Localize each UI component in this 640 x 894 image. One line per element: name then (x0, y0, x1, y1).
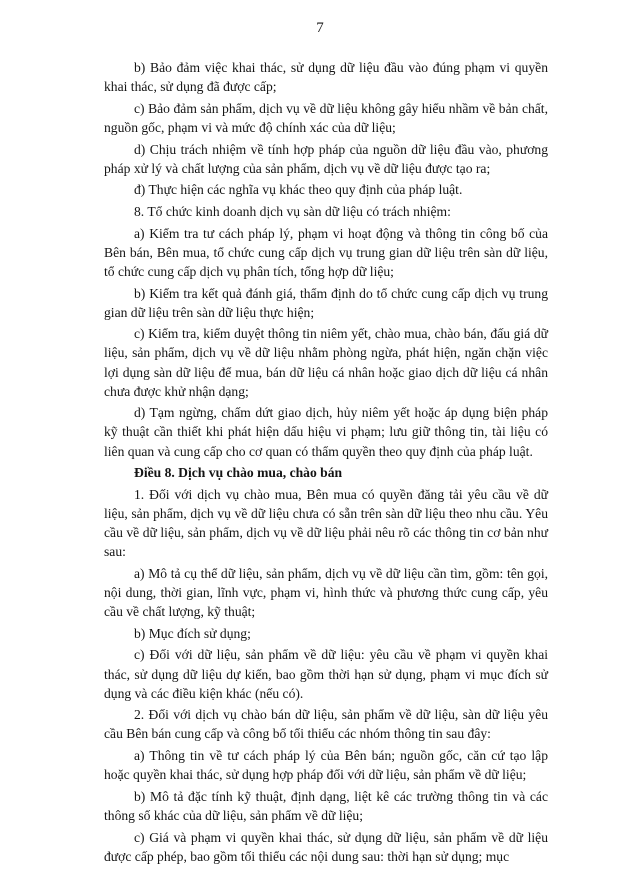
paragraph: b) Kiểm tra kết quả đánh giá, thẩm định do tổ chức cung cấp dịch vụ trung gian dữ liệu trên sàn dữ liệu thực hiện; (104, 285, 548, 320)
paragraph: d) Chịu trách nhiệm về tính hợp pháp của nguồn dữ liệu đầu vào, phương pháp xử lý và chất lượng của sản phẩm, dịch vụ về dữ liệu được tạo ra; (104, 141, 548, 176)
document-body (104, 58, 548, 868)
paragraph: 8. Tổ chức kinh doanh dịch vụ sàn dữ liệu có trách nhiệm: (134, 204, 451, 220)
paragraph: c) Giá và phạm vi quyền khai thác, sử dụng dữ liệu, sản phẩm về dữ liệu được cấp phép, bao gồm tối thiểu các nội dung sau: thời hạn sử dụng; mục (104, 829, 548, 864)
paragraph: c) Bảo đảm sản phẩm, dịch vụ về dữ liệu không gây hiểu nhầm về bản chất, nguồn gốc, phạm vi và mức độ chính xác của dữ liệu; (104, 100, 548, 135)
paragraph: b) Bảo đảm việc khai thác, sử dụng dữ liệu đầu vào đúng phạm vi quyền khai thác, sử dụng đã được cấp; (104, 60, 548, 95)
article-heading: Điều 8. Dịch vụ chào mua, chào bán (134, 465, 343, 481)
paragraph: đ) Thực hiện các nghĩa vụ khác theo quy định của pháp luật. (134, 182, 463, 198)
paragraph: d) Tạm ngừng, chấm dứt giao dịch, hủy niêm yết hoặc áp dụng biện pháp kỹ thuật cần thiết khi phát hiện dấu hiệu vi phạm; lưu giữ thông tin, tài liệu có liên quan và cung cấp cho cơ quan có thẩm quyền theo quy định của pháp luật. (104, 405, 548, 459)
paragraph: a) Kiểm tra tư cách pháp lý, phạm vi hoạt động và thông tin công bố của Bên bán, Bên mua, tổ chức cung cấp dịch vụ trung gian dữ liệu trên sàn dữ liệu, tổ chức cung cấp dịch vụ phân tích, tổng hợp dữ liệu; (104, 225, 548, 279)
paragraph: 1. Đối với dịch vụ chào mua, Bên mua có quyền đăng tải yêu cầu về dữ liệu, sản phẩm, dịch vụ về dữ liệu chưa có sẵn trên sàn dữ liệu theo nhu cầu. Yêu cầu về dữ liệu, sản phẩm, dịch vụ về dữ liệu phải nêu rõ các thông tin cơ bản như sau: (104, 486, 548, 560)
paragraph: b) Mô tả đặc tính kỹ thuật, định dạng, liệt kê các trường thông tin và các thông số khác của dữ liệu, sản phẩm về dữ liệu; (104, 788, 548, 823)
paragraph: 2. Đối với dịch vụ chào bán dữ liệu, sản phẩm về dữ liệu, sàn dữ liệu yêu cầu Bên bán cung cấp và công bố tối thiểu các nhóm thông tin sau đây: (104, 707, 548, 742)
paragraph: c) Đối với dữ liệu, sản phẩm về dữ liệu: yêu cầu về phạm vi quyền khai thác, sử dụng dữ liệu dự kiến, bao gồm thời hạn sử dụng, phạm vi mục đích sử dụng và các điều kiện khác (nếu có). (104, 647, 548, 701)
paragraph: a) Mô tả cụ thể dữ liệu, sản phẩm, dịch vụ về dữ liệu cần tìm, gồm: tên gọi, nội dung, thời gian, lĩnh vực, phạm vi, hình thức và phương thức cung cấp, yêu cầu về chất lượng, kỹ thuật; (104, 565, 548, 620)
paragraph: b) Mục đích sử dụng; (134, 625, 251, 641)
paragraph: c) Kiểm tra, kiểm duyệt thông tin niêm yết, chào mua, chào bán, đấu giá dữ liệu, sản phẩm, dịch vụ về dữ liệu nhằm phòng ngừa, phát hiện, ngăn chặn việc lợi dụng sàn dữ liệu để mua, bán dữ liệu cá nhân hoặc giao dịch dữ liệu cá nhân chưa được khử nhận dạng; (104, 326, 548, 399)
page-number: 7 (316, 20, 324, 36)
paragraph: a) Thông tin về tư cách pháp lý của Bên bán; nguồn gốc, căn cứ tạo lập hoặc quyền khai thác, sử dụng hợp pháp đối với dữ liệu, sản phẩm về dữ liệu; (104, 748, 548, 783)
